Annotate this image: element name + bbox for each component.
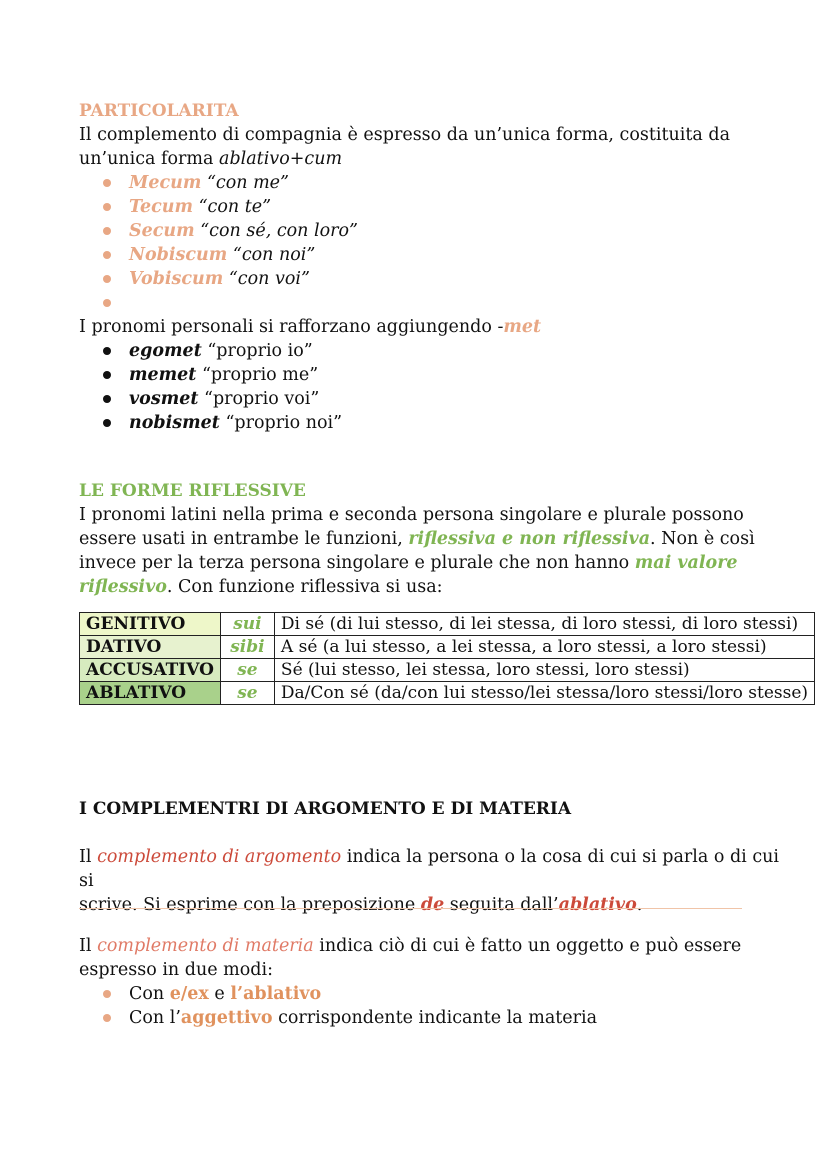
- latin-term: Secum: [129, 221, 195, 241]
- bullet-icon: [103, 179, 111, 187]
- list-item: [79, 267, 779, 291]
- table-row: [80, 659, 815, 682]
- meaning: “proprio io”: [201, 341, 313, 361]
- section-title-argomento-materia: I COMPLEMENTRI DI ARGOMENTO E DI MATERIA: [79, 799, 572, 819]
- description-cell: Da/Con sé (da/con lui stesso/lei stessa/loro stessi/loro stesse): [274, 682, 814, 705]
- list-item: [79, 243, 779, 267]
- case-cell: GENITIVO: [80, 613, 221, 636]
- term: aggettivo: [180, 1008, 273, 1028]
- term: complemento di materia: [97, 936, 314, 956]
- case: ablativo: [558, 895, 637, 915]
- text: e: [208, 984, 231, 1004]
- text: Con: [129, 984, 170, 1004]
- list-item-empty: [79, 291, 779, 315]
- text: essere usati in entrambe le funzioni,: [79, 529, 409, 549]
- table-row: [80, 682, 815, 705]
- pronoun-cell: se: [220, 682, 274, 705]
- bullet-icon: [103, 990, 111, 998]
- case-cell: DATIVO: [80, 636, 221, 659]
- paragraph: [79, 527, 779, 551]
- list-item: [79, 195, 779, 219]
- reflexive-pronouns-table: [79, 612, 815, 705]
- latin-term: vosmet: [129, 389, 199, 409]
- list-item: [79, 339, 779, 363]
- highlight: mai valore: [634, 553, 738, 573]
- meaning: “con te”: [193, 197, 272, 217]
- bullet-icon: [103, 251, 111, 259]
- meaning: “proprio me”: [196, 365, 319, 385]
- pronoun-cell: sui: [220, 613, 274, 636]
- section-argomento-materia: [79, 797, 779, 917]
- text: . Con funzione riflessiva si usa:: [166, 577, 443, 597]
- bullet-icon: [103, 371, 111, 379]
- case-cell: ABLATIVO: [80, 682, 221, 705]
- list-item: [79, 411, 779, 435]
- latin-term: nobismet: [129, 413, 220, 433]
- list-item: [79, 387, 779, 411]
- table-row: [80, 636, 815, 659]
- text: seguita dall’: [444, 895, 559, 915]
- paragraph: [79, 934, 779, 958]
- paragraph: [79, 958, 779, 982]
- list-item: [79, 982, 779, 1006]
- text: Il: [79, 847, 98, 867]
- meaning: “proprio noi”: [219, 413, 343, 433]
- latin-term: egomet: [129, 341, 202, 361]
- latin-term: Mecum: [129, 173, 202, 193]
- latin-term: Vobiscum: [129, 269, 224, 289]
- meaning: “con sé, con loro”: [194, 221, 358, 241]
- paragraph: [79, 845, 779, 893]
- list-item: [79, 1006, 779, 1030]
- paragraph: [79, 551, 779, 575]
- bullet-icon: [103, 419, 111, 427]
- latin-term: memet: [129, 365, 197, 385]
- bullet-icon: [103, 227, 111, 235]
- preposition: e/ex: [169, 984, 209, 1004]
- latin-term: Tecum: [129, 197, 194, 217]
- term: complemento di argomento: [97, 847, 342, 867]
- section-materia: [79, 934, 779, 1030]
- text: un’unica forma: [79, 149, 220, 169]
- highlight: riflessiva e non riflessiva: [408, 529, 651, 549]
- meaning: “con me”: [201, 173, 289, 193]
- bullet-icon: [103, 203, 111, 211]
- materia-list: [79, 982, 779, 1030]
- section-title-forme-riflessive: LE FORME RIFLESSIVE: [79, 481, 306, 501]
- text: espresso in due modi:: [79, 960, 273, 980]
- paragraph: [79, 893, 779, 917]
- text: I pronomi personali si rafforzano aggiungendo -: [79, 317, 504, 337]
- paragraph: [79, 503, 779, 527]
- pronoun-cell: se: [220, 659, 274, 682]
- latin-term: Nobiscum: [129, 245, 228, 265]
- bullet-icon: [103, 347, 111, 355]
- bullet-icon: [103, 275, 111, 283]
- paragraph: [79, 315, 779, 339]
- document-page: [79, 99, 779, 599]
- companion-forms-list: [79, 171, 779, 315]
- list-item: [79, 219, 779, 243]
- text: .: [636, 895, 643, 915]
- paragraph: [79, 123, 779, 147]
- text: indica la persona o la cosa di cui si parla o di cui si: [79, 847, 780, 891]
- description-cell: Di sé (di lui stesso, di lei stessa, di loro stessi, di loro stessi): [274, 613, 814, 636]
- text: Il complemento di compagnia è espresso da un’unica forma, costituita da: [79, 125, 731, 145]
- pronoun-cell: sibi: [220, 636, 274, 659]
- description-cell: A sé (a lui stesso, a lei stessa, a loro stessi, a loro stessi): [274, 636, 814, 659]
- divider: [79, 908, 742, 909]
- text-italic: ablativo+cum: [219, 149, 343, 169]
- met-forms-list: [79, 339, 779, 435]
- meaning: “con voi”: [223, 269, 310, 289]
- text: scrive. Si esprime con la preposizione: [79, 895, 421, 915]
- preposition: de: [420, 895, 445, 915]
- list-item: [79, 363, 779, 387]
- section-title-particolarita: PARTICOLARITA: [79, 101, 239, 121]
- list-item: [79, 171, 779, 195]
- text: . Non è così: [650, 529, 755, 549]
- text: I pronomi latini nella prima e seconda persona singolare e plurale possono: [79, 505, 744, 525]
- text: indica ciò di cui è fatto un oggetto e può essere: [313, 936, 742, 956]
- text: invece per la terza persona singolare e plurale che non hanno: [79, 553, 635, 573]
- highlight: riflessivo: [79, 577, 167, 597]
- case-cell: ACCUSATIVO: [80, 659, 221, 682]
- bullet-icon: [103, 299, 111, 307]
- case: l’ablativo: [230, 984, 322, 1004]
- paragraph: [79, 575, 779, 599]
- table-row: [80, 613, 815, 636]
- text: Il: [79, 936, 98, 956]
- bullet-icon: [103, 1014, 111, 1022]
- meaning: “con noi”: [227, 245, 316, 265]
- description-cell: Sé (lui stesso, lei stessa, loro stessi, loro stessi): [274, 659, 814, 682]
- paragraph: [79, 147, 779, 171]
- text: Con l’: [129, 1008, 181, 1028]
- bullet-icon: [103, 395, 111, 403]
- suffix: met: [503, 317, 542, 337]
- meaning: “proprio voi”: [198, 389, 320, 409]
- text: corrispondente indicante la materia: [272, 1008, 598, 1028]
